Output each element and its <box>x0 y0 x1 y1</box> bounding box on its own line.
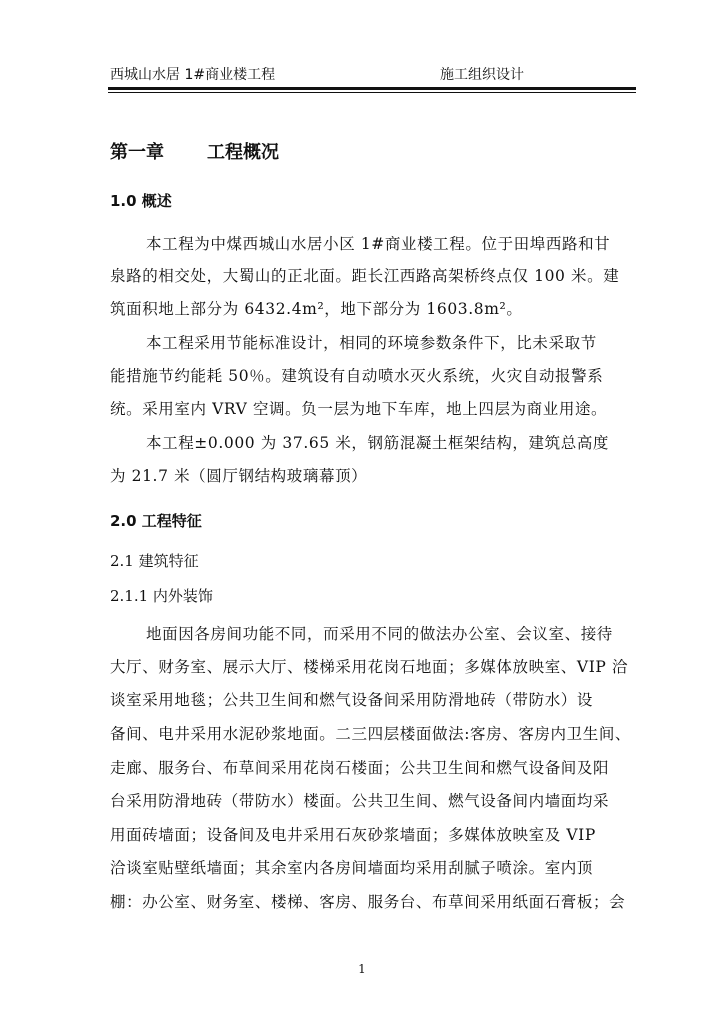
header-project-name: 西城山水居 1#商业楼工程 <box>110 67 276 83</box>
paragraph-line: 泉路的相交处，大蜀山的正北面。距长江西路高架桥终点仅 100 米。建 <box>110 267 620 285</box>
paragraph-line: 本工程±0.000 为 37.65 米，钢筋混凝土框架结构，建筑总高度 <box>146 434 610 452</box>
paragraph-line: 筑面积地上部分为 6432.4m²，地下部分为 1603.8m²。 <box>110 300 523 318</box>
paragraph-line: 谈室采用地毯；公共卫生间和燃气设备间采用防滑地砖（带防水）设 <box>110 691 594 709</box>
paragraph-line: 本工程为中煤西城山水居小区 1#商业楼工程。位于田埠西路和甘 <box>146 235 611 253</box>
paragraph-line: 洽谈室贴壁纸墙面；其余室内各房间墙面均采用刮腻子喷涂。室内顶 <box>110 859 594 877</box>
paragraph-line: 为 21.7 米（圆厅钢结构玻璃幕顶） <box>110 467 368 485</box>
header-rule-thick <box>108 87 636 90</box>
header-rule-thin <box>108 92 636 93</box>
paragraph-line: 统。采用室内 VRV 空调。负一层为地下车库，地上四层为商业用途。 <box>110 400 608 418</box>
paragraph-line: 台采用防滑地砖（带防水）楼面。公共卫生间、燃气设备间内墙面均采 <box>110 792 610 810</box>
paragraph-line: 走廊、服务台、布草间采用花岗石楼面；公共卫生间和燃气设备间及阳 <box>110 759 610 777</box>
subsection-heading: 2.1 建筑特征 <box>110 552 199 570</box>
section-heading-features: 2.0 工程特征 <box>110 512 202 530</box>
paragraph-line: 用面砖墙面；设备间及电井采用石灰砂浆墙面；多媒体放映室及 VIP <box>110 826 596 844</box>
chapter-heading <box>110 138 279 164</box>
subsection-heading: 2.1.1 内外装饰 <box>110 587 213 605</box>
paragraph-line: 备间、电井采用水泥砂浆地面。二三四层楼面做法:客房、客房内卫生间、 <box>110 725 632 743</box>
page-header <box>110 64 634 84</box>
chapter-title: 工程概况 <box>207 142 279 163</box>
header-document-type: 施工组织设计 <box>440 67 524 83</box>
section-heading-overview: 1.0 概述 <box>110 192 172 210</box>
page-number: 1 <box>358 962 366 976</box>
chapter-number: 第一章 <box>110 142 164 163</box>
paragraph-line: 地面因各房间功能不同，而采用不同的做法办公室、会议室、接待 <box>146 625 613 643</box>
paragraph-line: 能措施节约能耗 50％。建筑设有自动喷水灭火系统，火灾自动报警系 <box>110 367 604 385</box>
paragraph-line: 大厅、财务室、展示大厅、楼梯采用花岗石地面；多媒体放映室、VIP 洽 <box>110 658 629 676</box>
paragraph-line: 棚：办公室、财务室、楼梯、客房、服务台、布草间采用纸面石膏板；会 <box>110 893 626 911</box>
paragraph-line: 本工程采用节能标准设计，相同的环境参数条件下，比未采取节 <box>146 334 597 352</box>
